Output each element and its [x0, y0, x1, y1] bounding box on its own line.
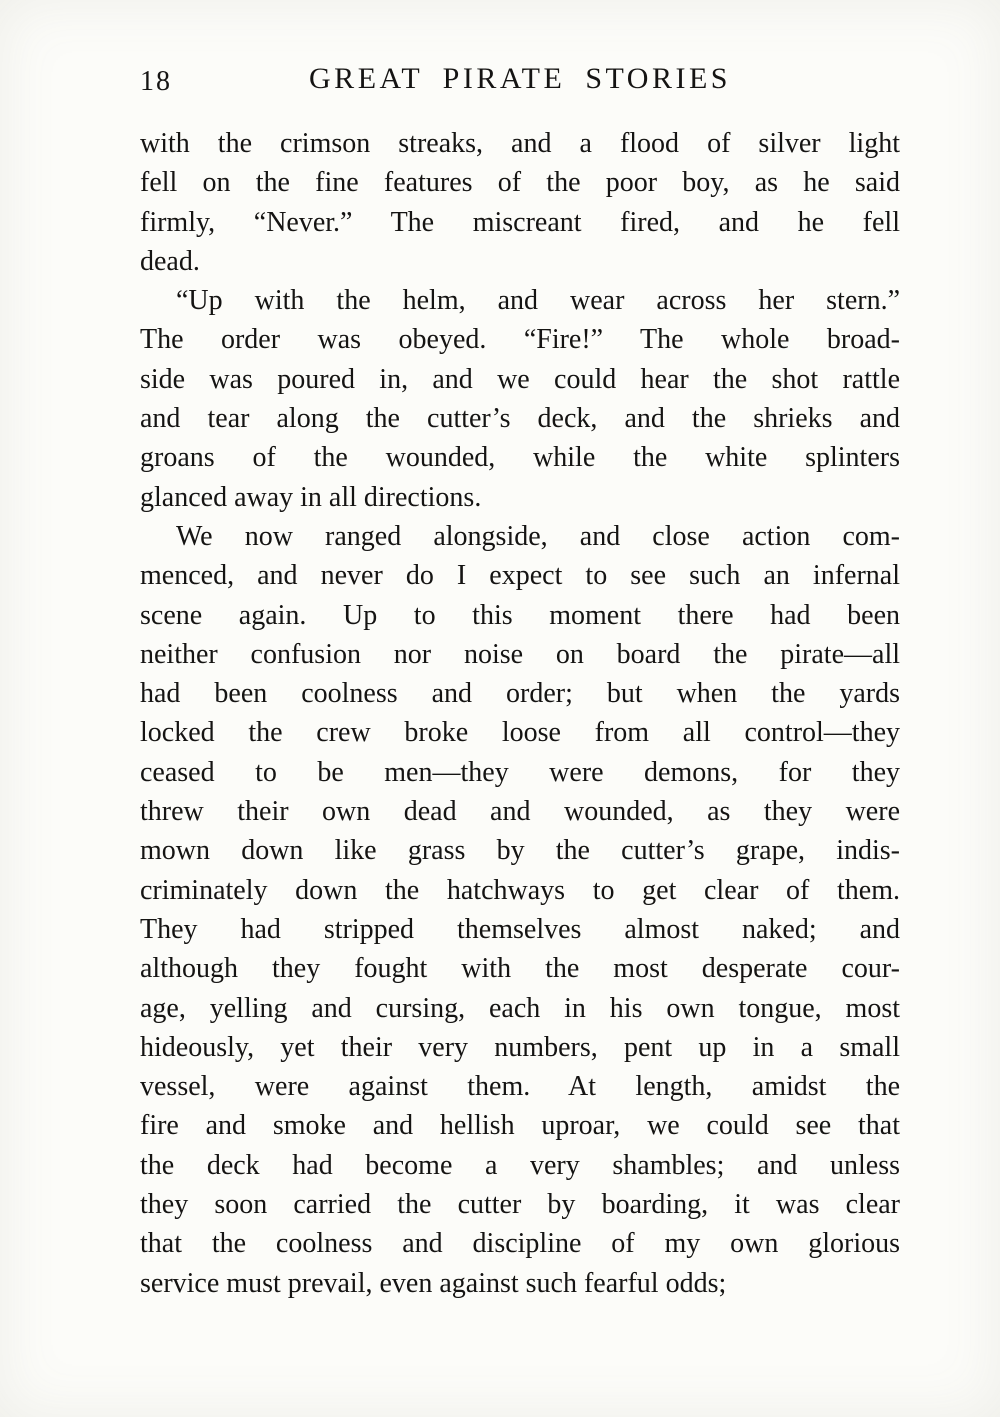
text-line: glanced away in all directions.: [140, 481, 482, 513]
paragraph: [140, 124, 900, 281]
text-line: firmly, “Never.” The miscreant fired, and he fell: [140, 206, 900, 238]
text-line: fire and smoke and hellish uproar, we could see that: [140, 1110, 900, 1142]
text-line: The order was obeyed. “Fire!” The whole broad-: [140, 324, 900, 356]
text-line: locked the crew broke loose from all control—they: [140, 717, 900, 749]
text-line: ceased to be men—they were demons, for they: [140, 756, 900, 788]
text-line: age, yelling and cursing, each in his own tongue, most: [140, 992, 900, 1024]
text-line: although they fought with the most desperate cour-: [140, 953, 900, 985]
text-line: service must prevail, even against such fearful odds;: [140, 1267, 727, 1299]
body-text: [140, 124, 900, 1303]
text-line: threw their own dead and wounded, as they were: [140, 796, 900, 828]
page-number: 18: [140, 66, 172, 97]
page-header: [140, 62, 900, 108]
text-line: fell on the fine features of the poor boy, as he said: [140, 167, 900, 199]
text-line: hideously, yet their very numbers, pent up in a small: [140, 1031, 900, 1063]
text-line: vessel, were against them. At length, amidst the: [140, 1071, 900, 1103]
text-line: We now ranged alongside, and close action com-: [176, 520, 900, 552]
text-line: “Up with the helm, and wear across her stern.”: [176, 285, 900, 317]
text-line: groans of the wounded, while the white splinters: [140, 442, 900, 474]
text-line: criminately down the hatchways to get clear of them.: [140, 874, 900, 906]
text-line: scene again. Up to this moment there had been: [140, 599, 900, 631]
paragraph: [140, 517, 900, 1303]
text-line: with the crimson streaks, and a flood of silver light: [140, 128, 900, 159]
text-line: dead.: [140, 245, 200, 277]
text-line: side was poured in, and we could hear the shot rattle: [140, 363, 900, 395]
running-title: GREAT PIRATE STORIES: [309, 62, 731, 95]
text-line: menced, and never do I expect to see such an infernal: [140, 560, 900, 592]
text-line: mown down like grass by the cutter’s grape, indis-: [140, 835, 900, 867]
text-line: had been coolness and order; but when the yards: [140, 678, 900, 710]
text-line: they soon carried the cutter by boarding, it was clear: [140, 1189, 900, 1221]
text-line: that the coolness and discipline of my own glorious: [140, 1228, 900, 1260]
text-line: neither confusion nor noise on board the pirate—all: [140, 638, 900, 670]
text-line: and tear along the cutter’s deck, and the shrieks and: [140, 403, 900, 435]
text-line: the deck had become a very shambles; and unless: [140, 1149, 900, 1181]
paragraph: [140, 281, 900, 517]
text-line: They had stripped themselves almost naked; and: [140, 913, 900, 945]
